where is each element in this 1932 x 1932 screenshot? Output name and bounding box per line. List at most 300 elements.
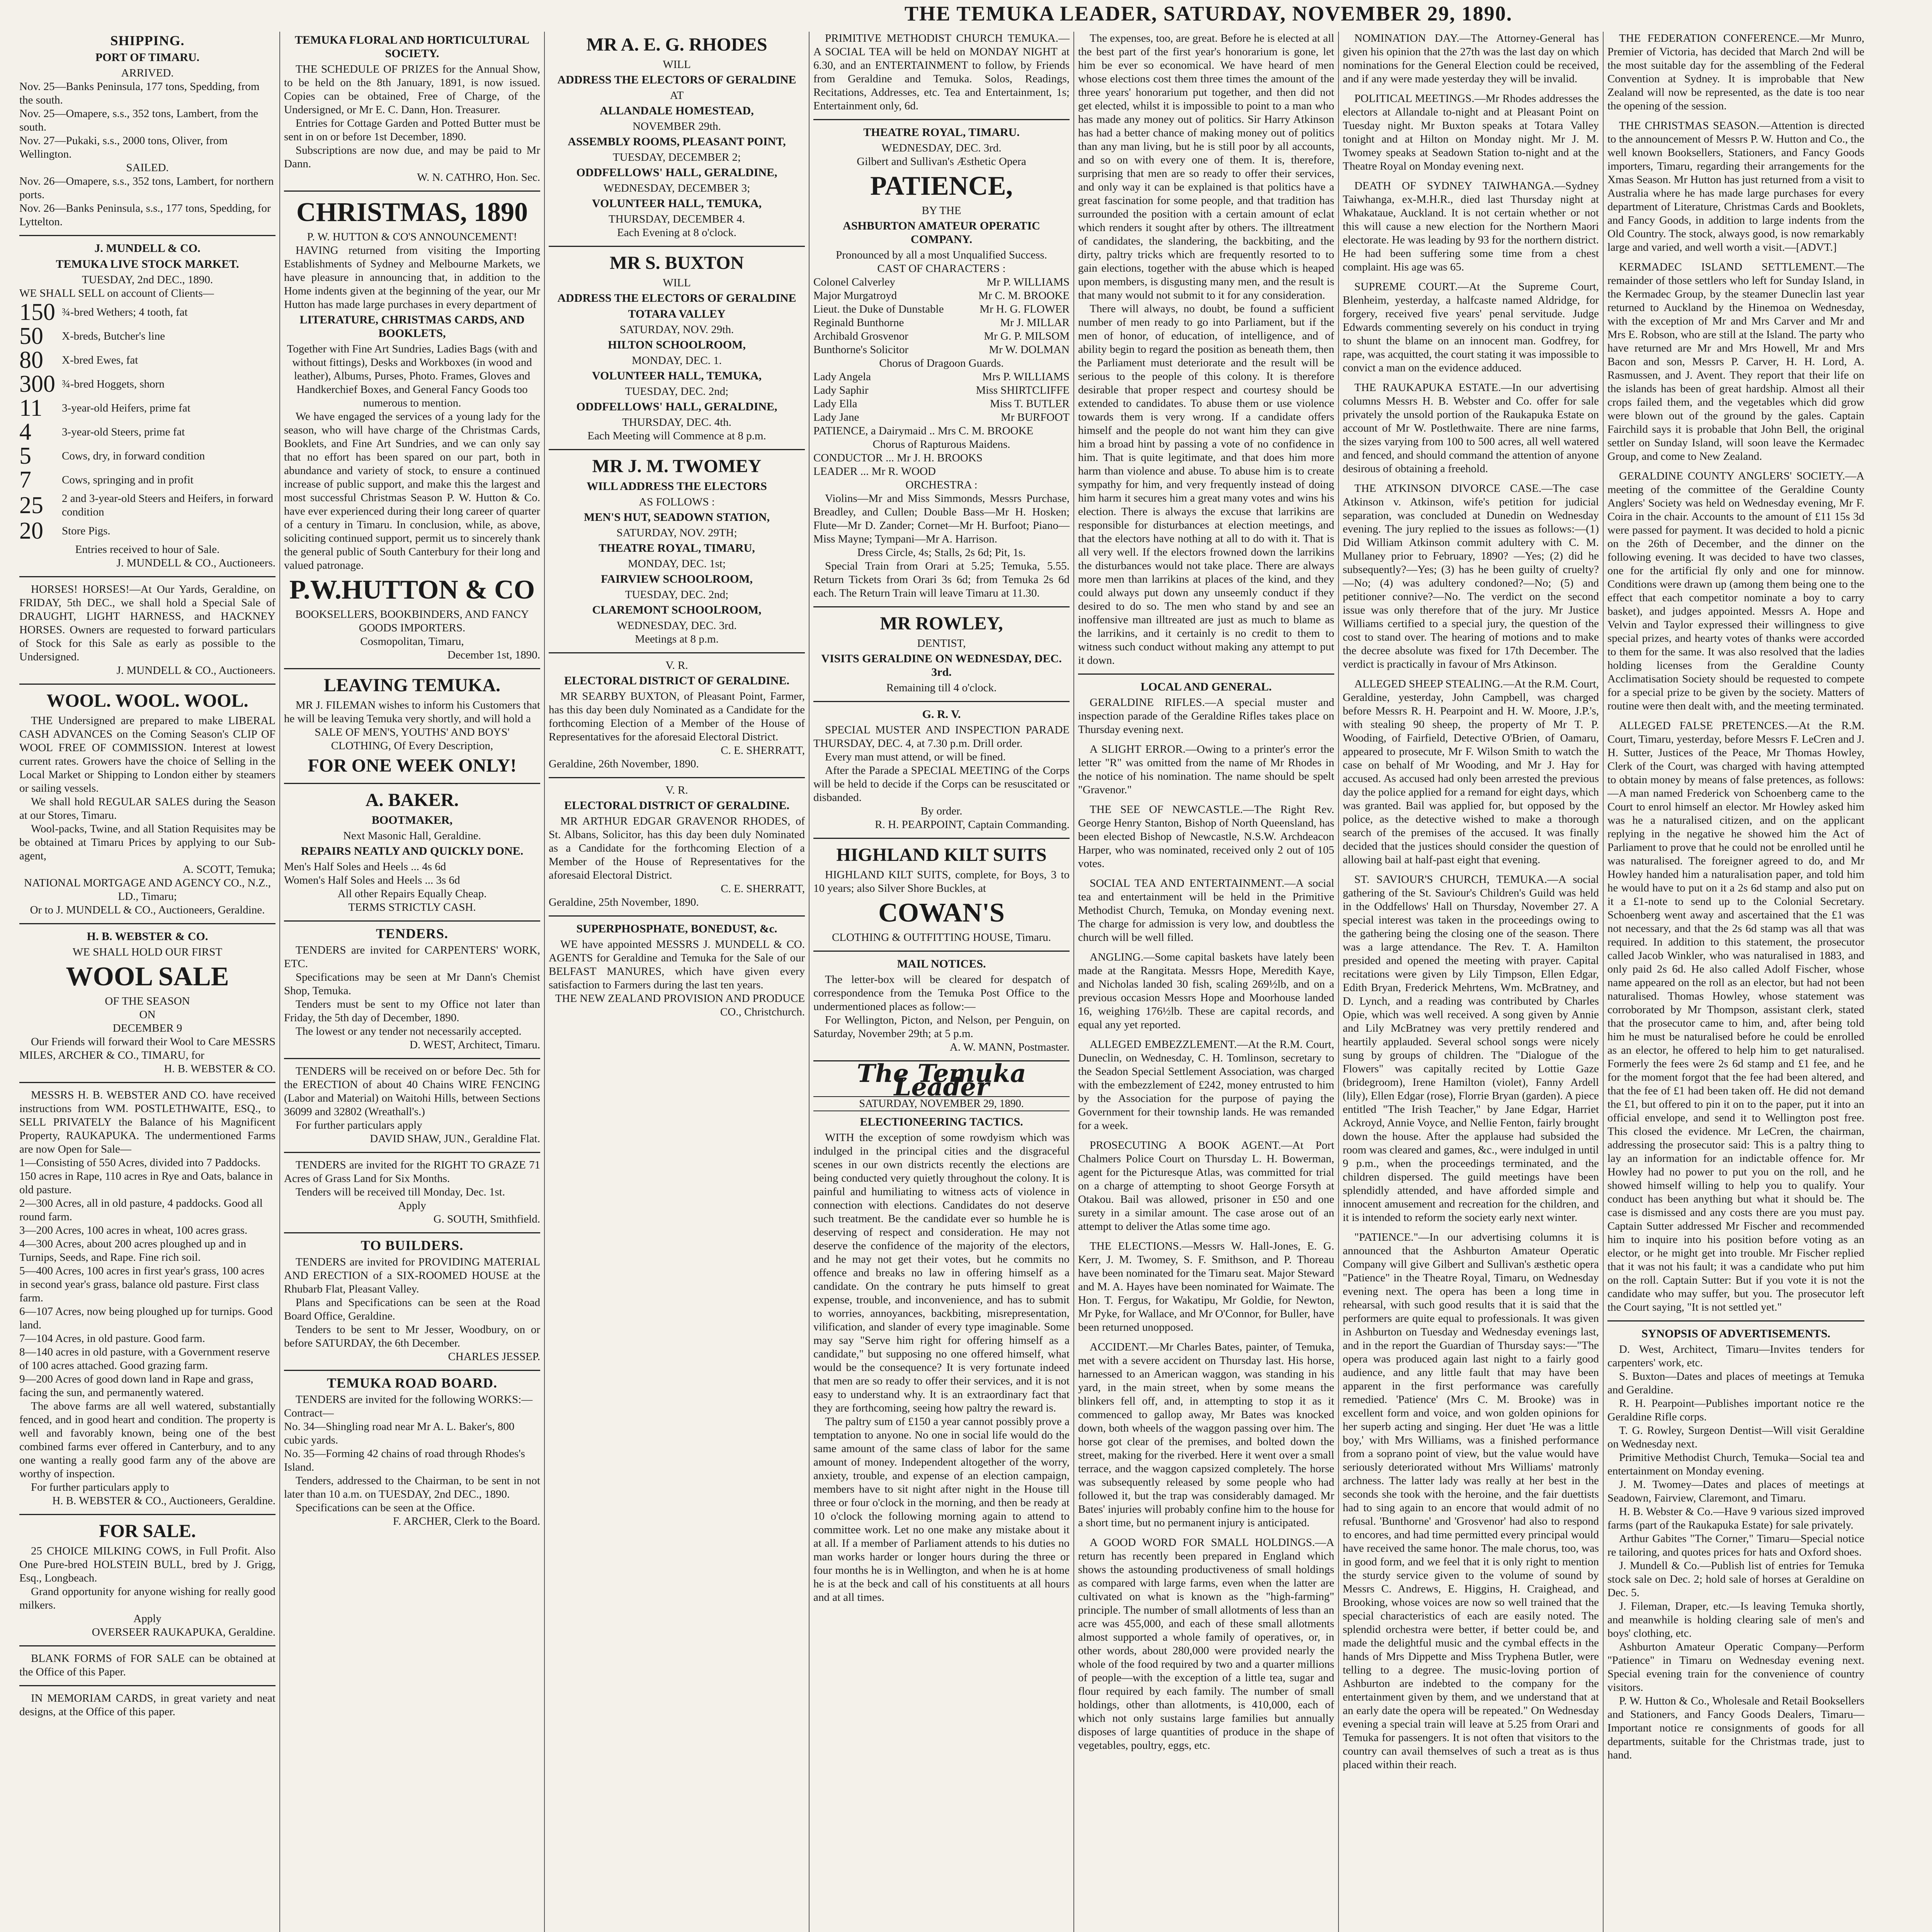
floral-title: TEMUKA FLORAL AND HORTICULTURAL SOCIETY. xyxy=(294,34,530,60)
local-heading: LOCAL AND GENERAL. xyxy=(1140,680,1272,693)
baker-trade: BOOTMAKER, xyxy=(371,814,453,827)
tender-text: Tenders must be sent to my Office not later than Friday, the 5th day of December, 1890. xyxy=(284,998,540,1024)
venue-date: TUESDAY, DECEMBER 2; xyxy=(612,151,741,163)
synopsis-item: P. W. Hutton & Co., Wholesale and Retail Booksellers and Stationers, and Fancy Goods Dealers, Timaru—Important notice re consignments of goods for all departments, suitable for the Christmas trade, just to hand. xyxy=(1607,1695,1864,1761)
shipping-heading: SHIPPING. xyxy=(110,33,185,48)
patience-by: BY THE xyxy=(922,204,961,217)
tender-text: TENDERS are invited for the RIGHT TO GRAZE 71 Acres of Grass Land for Six Months. xyxy=(284,1159,540,1185)
for-sale-text-2: Grand opportunity for anyone wishing for really good milkers. xyxy=(19,1585,276,1611)
leader-paragraph: The paltry sum of £150 a year cannot possibly prove a temptation to anyone. No one in social life would do the same amount of the same class of labor for the same amount of money. Independent altogether of the worry, anxiety, trouble, and expense of an election campaign, members have to sit night after night in the House till three or four o'clock in the morning, and then be ready at 10 o'clock the following morning again to attend to committee work. Let no one make any mistake about it at all. If a member of Parliament attends to his duties no man works harder or longer hours during the three or four months he is in Wellington, and when he is at home he is at the beck and call of his constituents at all hours and at all times. xyxy=(813,1415,1070,1604)
kilt-ad xyxy=(813,844,1070,944)
floral-sign: W. N. CATHRO, Hon. Sec. xyxy=(417,171,540,184)
local-item: ST. SAVIOUR'S CHURCH, TEMUKA.—A social gathering of the St. Saviour's Children's Guild was held in the Oddfellows' Hall on Thursday, November 27. A special interest was taken in the proceedings owing to the gathering being the closing one of the season. There was a large attendance. The Rev. T. A. Hamilton presided and opened the meeting with prayer. Capital recitations were given by Lily Timpson, Ellen Edgar, Edith Bryan, Frederick Mehrtens, Wm. McBratney, and D. Lynch, and a reading was contributed by Charles Opie, which was well received. A song given by Annie and Lily McBratney was very prettily rendered and heartily applauded. Several school songs were nicely sung by groups of children. The "Dialogue of the Flowers" was capitally recited by Lottie Gaze (bridegroom), Irene Hamilton (violet), Fanny Ardell (lily), Ellen Edgar (rose), Florrie Bryan (garden). A piece entitled "The Irish Teacher," by Jane Edgar, Harriet Ackroyd, Annie Voyce, and Nellie Fenton, fairly brought down the house. After the applause had subsided the room was cleared and games, &c., were indulged in until 9 p.m., when the proceedings terminated, and the children dispersed. The guild meetings have been splendidly attended, and have afforded simple and innocent amusement and recreation for the children, and it is intended to reform the society early next winter. xyxy=(1343,873,1599,1224)
venue-date: SATURDAY, NOV. 29TH; xyxy=(616,527,737,539)
road-board-ad xyxy=(284,1376,540,1528)
patience-prices: Dress Circle, 4s; Stalls, 2s 6d; Pit, 1s. xyxy=(857,546,1026,559)
column-2 xyxy=(280,32,545,1932)
patience-date: WEDNESDAY, DEC. 3rd. xyxy=(881,142,1002,154)
tender-ad xyxy=(284,1065,540,1146)
column-4 xyxy=(810,32,1074,1932)
local-item: POLITICAL MEETINGS.—Mr Rhodes addresses the electors at Allandale to-night and at Pleasant Point on Tuesday night. Mr Buxton speaks at Totara Valley tonight and at Hilton on Monday night. Mr J. M. Twomey speaks at Seadown Station to-night and at the Theatre Royal on Monday evening next. xyxy=(1343,92,1599,172)
venue-place: ODDFELLOWS' HALL, GERALDINE, xyxy=(576,400,777,413)
cowans-sub: CLOTHING & OUTFITTING HOUSE, Timaru. xyxy=(832,931,1051,944)
venue-place: VOLUNTEER HALL, TEMUKA, xyxy=(592,369,762,382)
sailed-1: Nov. 26—Omapere, s.s., 352 tons, Lambert, for northern ports. xyxy=(19,175,274,201)
divider xyxy=(813,119,1070,120)
buxton-address: ADDRESS THE ELECTORS OF GERALDINE xyxy=(557,292,796,304)
baker-price: Women's Half Soles and Heels ... 3s 6d xyxy=(284,874,460,886)
venue-place: THEATRE ROYAL, TIMARU, xyxy=(599,542,755,554)
rhodes-name: MR A. E. G. RHODES xyxy=(586,34,767,55)
port-heading: PORT OF TIMARU. xyxy=(95,51,200,64)
builders-ad xyxy=(284,1239,540,1364)
divider xyxy=(813,606,1070,607)
for-sale-text: 25 CHOICE MILKING COWS, in Full Profit. Also One Pure-bred HOLSTEIN BULL, bred by J. Grigg, Esq., Longbeach. xyxy=(19,1545,276,1584)
local-item: SOCIAL TEA AND ENTERTAINMENT.—A social tea and entertainment will be held in the Primitive Methodist Church, Temuka, on Monday evening next. The charge for admission is very low, and doubtless the church will be well filled. xyxy=(1078,877,1334,944)
baker-repairs: REPAIRS NEATLY AND QUICKLY DONE. xyxy=(301,845,524,857)
leader-title: The Temuka Leader xyxy=(857,1059,1026,1102)
venue-place: CLAREMONT SCHOOLROOM, xyxy=(592,604,762,616)
venue-date: THURSDAY, DEC. 4th. xyxy=(622,416,731,429)
builders-sign: CHARLES JESSEP. xyxy=(448,1350,540,1363)
road-board-contract: No. 35—Forming 42 chains of road through Rhodes's Island. xyxy=(284,1447,525,1473)
divider xyxy=(284,668,540,669)
venue-date: TUESDAY, DEC. 2nd; xyxy=(625,385,729,398)
synopsis-item: Arthur Gabites "The Corner," Timaru—Special notice re tailoring, and quotes prices for hats and Oxford shoes. xyxy=(1607,1532,1864,1558)
electoral-vr: V. R. xyxy=(665,784,688,796)
cast-row: Bunthorne's Solicitor Mr W. DOLMAN xyxy=(813,344,1070,356)
mail-text: For Wellington, Picton, and Nelson, per Penguin, on Saturday, November 29th; at 5 p.m. xyxy=(813,1014,1070,1040)
grv-text: After the Parade a SPECIAL MEETING of the Corps will be held to decide if the Corps can be resuscitated or disbanded. xyxy=(813,764,1070,804)
raukapuka-lot: 1—Consisting of 550 Acres, divided into 7 Paddocks. 150 acres in Rape, 110 acres in Rye and Oats, balance in old pasture. xyxy=(19,1156,273,1196)
livestock-item: 20 Store Pigs. xyxy=(19,518,111,544)
hutton-date: December 1st, 1890. xyxy=(447,649,540,661)
wool-heading: WOOL. WOOL. WOOL. xyxy=(46,690,248,711)
leaving-big: FOR ONE WEEK ONLY! xyxy=(308,755,517,776)
column-5 xyxy=(1074,32,1339,1932)
sailed-label: SAILED. xyxy=(126,162,169,174)
builders-text: Tenders to be sent to Mr Jesser, Woodbury, on or before SATURDAY, the 6th December. xyxy=(284,1323,540,1349)
sailed-2: Nov. 26—Banks Peninsula, s.s., 177 tons, Spedding, for Lyttelton. xyxy=(19,202,271,228)
rowley-ad xyxy=(813,613,1070,695)
electoral-sign: C. E. SHERRATT, xyxy=(721,744,805,757)
patience-chorus: Chorus of Dragoon Guards. xyxy=(879,357,1004,369)
patience-line: PATIENCE, a Dairymaid .. Mrs C. M. BROOKE xyxy=(813,425,1034,437)
local-item: THE RAUKAPUKA ESTATE.—In our advertising columns Messrs H. B. Webster and Co. offer for sale privately the unsold portion of the Raukapuka Estate on account of Mr W. Postlethwaite. There are nine farms, the sizes varying from 100 to 500 acres, all well watered and fenced, and should command the attention of anyone desirous of obtaining a freehold. xyxy=(1343,381,1599,475)
floral-text: THE SCHEDULE OF PRIZES for the Annual Show, to be held on the 8th January, 1891, is now issued. Copies can be obtained, Free of Charge, of the Undersigned, or Mr E. C. Dann, Hon. Treasurer. xyxy=(284,63,540,116)
electoral-sign: C. E. SHERRATT, xyxy=(721,883,805,895)
baker-price: All other Repairs Equally Cheap. xyxy=(337,888,487,900)
livestock-item: 7 Cows, springing and in profit xyxy=(19,467,194,493)
rhodes-footer: Each Evening at 8 o'clock. xyxy=(617,226,736,239)
kilt-text: HIGHLAND KILT SUITS, complete, for Boys, 3 to 10 years; also Silver Shore Buckles, at xyxy=(813,869,1070,895)
webster-wool-sale-ad xyxy=(19,930,276,1076)
arrived-3: Nov. 27—Pukaki, s.s., 2000 tons, Oliver, from Wellington. xyxy=(19,134,228,160)
rhodes-at: AT xyxy=(670,89,684,102)
divider xyxy=(1078,673,1334,675)
leaving-heading: LEAVING TEMUKA. xyxy=(324,675,500,696)
synopsis-item: R. H. Pearpoint—Publishes important notice re the Geraldine Rifle corps. xyxy=(1607,1397,1864,1423)
venue-date: TUESDAY, DEC. 2nd; xyxy=(625,588,729,601)
divider xyxy=(284,783,540,784)
superphosphate-ad xyxy=(549,922,805,1019)
patience-title: PATIENCE, xyxy=(870,171,1013,201)
hutton-firm: P.W.HUTTON & CO xyxy=(289,575,535,605)
buxton-name: MR S. BUXTON xyxy=(609,253,744,273)
divider xyxy=(549,449,805,450)
leader-article-continued xyxy=(1078,32,1334,667)
patience-sub: Gilbert and Sullivan's Æsthetic Opera xyxy=(857,155,1026,168)
builders-text: Plans and Specifications can be seen at the Road Board Office, Geraldine. xyxy=(284,1296,540,1322)
patience-orchestra: Violins—Mr and Miss Simmonds, Messrs Purchase, Breadley, and Cullen; Double Bass—Mr H. Hosken; Flute—Mr D. Zander; Cornet—Mr H. Burfoot; Piano—Miss Mayne; Tympani—Mr A. Harrison. xyxy=(813,492,1070,545)
webster-text: Our Friends will forward their Wool to Care MESSRS MILES, ARCHER & CO., TIMARU, for xyxy=(19,1036,276,1061)
for-sale-heading: FOR SALE. xyxy=(99,1521,196,1541)
synopsis-item: T. G. Rowley, Surgeon Dentist—Will visit Geraldine on Wednesday next. xyxy=(1607,1424,1864,1450)
venue-date: WEDNESDAY, DEC. 3rd. xyxy=(617,619,737,632)
tender-apply: Apply xyxy=(398,1199,426,1212)
mail-heading: MAIL NOTICES. xyxy=(897,957,986,970)
divider xyxy=(19,923,276,924)
superphosphate-heading: SUPERPHOSPHATE, BONEDUST, &c. xyxy=(576,922,777,935)
methodist-notice: PRIMITIVE METHODIST CHURCH TEMUKA.—A SOCIAL TEA will be held on MONDAY NIGHT at 6.30, and an ENTERTAINMENT to follow, by Friends from Geraldine and Temuka. Solos, Readings, Recitations, Addresses, etc. Tea and Entertainment, 1s; Entertainment only, 6d. xyxy=(813,32,1070,112)
synopsis-heading: SYNOPSIS OF ADVERTISEMENTS. xyxy=(1641,1327,1830,1340)
livestock-footer: Entries received to hour of Sale. xyxy=(75,543,220,556)
christmas-text: HAVING returned from visiting the Importing Establishments of Sydney and Melbourne Markets, we have pleasure in announcing that, in addition to the Home indents given at the beginning of the year, our Mr Hutton has made large purchases in every department of xyxy=(284,244,540,311)
patience-cast-label: CAST OF CHARACTERS : xyxy=(877,262,1006,275)
raukapuka-ad xyxy=(19,1088,276,1508)
divider xyxy=(549,777,805,778)
divider xyxy=(284,1232,540,1233)
cast-row: Lady Angela Mrs P. WILLIAMS xyxy=(813,371,1070,383)
baker-name: A. BAKER. xyxy=(365,790,459,810)
christmas-text-2: We have engaged the services of a young lady for the season, who will have charge of the Christmas Cards, Booklets, and Fine Art Sundries, and we can only say that no effort has been spared on our part, both in abundance and variety of stock, to ensure a continued increase of public support, and make this the largest and most successful Christmas Season P. W. Hutton & Co. have ever experienced during their long career of quarter of a century in Timaru. In conclusion, while, as above, soliciting continued support, permit us to sincerely thank the general public of South Canterbury for their long and valued patronage. xyxy=(284,410,540,571)
twomey-name: MR J. M. TWOMEY xyxy=(592,456,762,476)
twomey-text: WILL ADDRESS THE ELECTORS xyxy=(587,480,767,493)
road-board-text: TENDERS are invited for the following WORKS:— xyxy=(296,1393,533,1406)
for-sale-sign: OVERSEER RAUKAPUKA, Geraldine. xyxy=(92,1626,276,1638)
livestock-item: 25 2 and 3-year-old Steers and Heifers, in forward condition xyxy=(19,492,273,519)
leaving-text: MR J. FILEMAN wishes to inform his Customers that he will be leaving Temuka very shortly, and will hold a xyxy=(284,699,540,725)
divider xyxy=(549,652,805,653)
divider xyxy=(284,1058,540,1059)
buxton-will: WILL xyxy=(663,277,691,289)
christmas-dept: LITERATURE, CHRISTMAS CARDS, AND BOOKLETS, xyxy=(299,313,525,340)
raukapuka-lot: 9—200 Acres of good down land in Rape and grass, facing the sun, and permanently watered. xyxy=(19,1373,253,1399)
mail-notices xyxy=(813,957,1070,1054)
twomey-footer: Meetings at 8 p.m. xyxy=(635,633,719,645)
electoral-text: MR SEARBY BUXTON, of Pleasant Point, Farmer, has this day been duly Nominated as a Candidate for the forthcoming Election of a Member of the House of Representatives for the aforesaid Electoral District. xyxy=(549,690,805,743)
webster-wool-sale: WOOL SALE xyxy=(66,962,229,992)
electoral-date: Geraldine, 26th November, 1890. xyxy=(549,758,699,770)
rowley-trade: DENTIST, xyxy=(917,637,966,650)
local-item: ALLEGED EMBEZZLEMENT.—At the R.M. Court, Duneclin, on Wednesday, C. H. Tomlinson, secretary to the Seadon Special Settlement Association, was charged with the embezzlement of £242, money entrusted to him by the Association for the purpose of paying the Government for their township lands. He was remanded for a week. xyxy=(1078,1038,1334,1132)
column-6 xyxy=(1339,32,1604,1932)
livestock-sign: J. MUNDELL & CO., Auctioneers. xyxy=(116,557,276,569)
electoral-notice xyxy=(549,784,805,909)
horses-sign: J. MUNDELL & CO., Auctioneers. xyxy=(116,664,276,677)
wool-agent: A. SCOTT, Temuka; xyxy=(182,863,276,876)
grv-text: Every man must attend, or will be fined. xyxy=(825,751,1006,763)
arrived-1: Nov. 25—Banks Peninsula, 177 tons, Spedding, from the south. xyxy=(19,80,260,106)
cowans-firm: COWAN'S xyxy=(878,898,1005,928)
rowley-text: VISITS GERALDINE ON WEDNESDAY, DEC. 3rd. xyxy=(821,652,1062,679)
patience-company: ASHBURTON AMATEUR OPERATIC COMPANY. xyxy=(843,219,1040,246)
divider xyxy=(19,1645,276,1646)
synopsis-item: Ashburton Amateur Operatic Company—Perform "Patience" in Timaru on Wednesday evening next. Special evening train for the convenience of country visitors. xyxy=(1607,1641,1864,1694)
webster-date: DECEMBER 9 xyxy=(112,1022,182,1034)
grv-sign: R. H. PEARPOINT, Captain Commanding. xyxy=(875,818,1070,831)
tender-text: Specifications may be seen at Mr Dann's Chemist Shop, Temuka. xyxy=(284,971,540,997)
raukapuka-lot: 3—200 Acres, 100 acres in wheat, 100 acres grass. xyxy=(19,1224,248,1236)
for-sale-apply: Apply xyxy=(133,1612,162,1625)
cast-row: Reginald Bunthorne Mr J. MILLAR xyxy=(813,316,1070,329)
road-board-sign: F. ARCHER, Clerk to the Board. xyxy=(393,1515,540,1527)
leader-article xyxy=(813,1059,1070,1604)
local-item: NOMINATION DAY.—The Attorney-General has given his opinion that the 27th was the last day on which nominations for the General Election could be received, and if any were made yesterday they will be invalid. xyxy=(1343,32,1599,85)
synopsis-item: Primitive Methodist Church, Temuka—Social tea and entertainment on Monday evening. xyxy=(1607,1451,1864,1477)
rhodes-address: ADDRESS THE ELECTORS OF GERALDINE xyxy=(557,73,796,86)
cast-row: Lady Jane Mr BURFOOT xyxy=(813,411,1070,423)
tenders-heading: TENDERS. xyxy=(376,926,449,941)
webster-on: ON xyxy=(139,1009,156,1021)
livestock-item: 4 3-year-old Steers, prime fat xyxy=(19,419,185,445)
buxton-footer: Each Meeting will Commence at 8 p.m. xyxy=(587,430,766,442)
twomey-follows: AS FOLLOWS : xyxy=(639,496,715,508)
local-item: THE FEDERATION CONFERENCE.—Mr Munro, Premier of Victoria, has decided that March 2nd will be the most suitable day for the assembling of the Federal Convention at Sydney. It is improbable that New Zealand will now be represented, as the date is too near the opening of the session. xyxy=(1607,32,1864,112)
column-1 xyxy=(15,32,280,1932)
synopsis-item: J. Mundell & Co.—Publish list of entries for Temuka stock sale on Dec. 2; hold sale of horses at Geraldine on Dec. 5. xyxy=(1607,1560,1864,1599)
tender-ad xyxy=(284,1158,540,1226)
wool-advance-ad xyxy=(19,690,276,917)
venue-date: MONDAY, DEC. 1st; xyxy=(628,558,726,570)
raukapuka-lot: 8—140 acres in old pasture, with a Government reserve of 100 acres attached. Good grazing farm. xyxy=(19,1346,270,1372)
livestock-item: 11 3-year-old Heifers, prime fat xyxy=(19,395,190,421)
tender-sign: G. SOUTH, Smithfield. xyxy=(433,1213,540,1225)
electoral-notice xyxy=(549,659,805,771)
venue-place: ODDFELLOWS' HALL, GERALDINE, xyxy=(576,166,777,179)
raukapuka-sign: H. B. WEBSTER & CO., Auctioneers, Geraldine. xyxy=(52,1495,276,1507)
divider xyxy=(813,951,1070,952)
raukapuka-text-3: For further particulars apply to xyxy=(31,1481,169,1493)
road-board-heading: TEMUKA ROAD BOARD. xyxy=(327,1375,498,1391)
blank-forms-notice: BLANK FORMS of FOR SALE can be obtained at the Office of this Paper. xyxy=(19,1652,276,1678)
patience-ad xyxy=(813,126,1070,600)
synopsis-item: J. Fileman, Draper, etc.—Is leaving Temuka shortly, and meanwhile is holding clearing sale of men's and boys' clothing, etc. xyxy=(1607,1600,1864,1639)
local-item: THE SEE OF NEWCASTLE.—The Right Rev. George Henry Stanton, Bishop of North Queensland, has been elected Bishop of Newcastle, N.S.W. Archdeacon Harper, who was nominated, received only 2 out of 105 votes. xyxy=(1078,803,1334,870)
local-item: ACCIDENT.—Mr Charles Bates, painter, of Temuka, met with a severe accident on Thursday last. His horse, harnessed to an American waggon, was standing in his yard, in the main street, when by some means the blinkers fell off, and, in attempting to stop it as it commenced to gallop away, Mr Bates was knocked down, both wheels of the waggon passing over him. The horse got clear of the premises, and bolted down the street, making for the riverbed. Here it went over a small terrace, and the waggon capsized completely. The horse was subsequently released by some people who had followed it, but the trap was considerably damaged. Mr Bates' injuries will probably confine him to the house for a short time, but no permanent injury is anticipated. xyxy=(1078,1341,1334,1529)
tender-sign: DAVID SHAW, JUN., Geraldine Flat. xyxy=(370,1133,540,1145)
christmas-heading: CHRISTMAS, 1890 xyxy=(296,197,528,227)
electoral-title: ELECTORAL DISTRICT OF GERALDINE. xyxy=(564,799,789,812)
superphosphate-sign: THE NEW ZEALAND PROVISION AND PRODUCE CO., Christchurch. xyxy=(555,992,805,1018)
venue-date: NOVEMBER 29th. xyxy=(633,120,721,133)
builders-text: TENDERS are invited for PROVIDING MATERIAL AND ERECTION of a SIX-ROOMED HOUSE at the Rhubarb Flat, Pleasant Valley. xyxy=(284,1256,540,1295)
webster-sign: H. B. WEBSTER & CO. xyxy=(164,1063,276,1075)
hutton-address: Cosmopolitan, Timaru, xyxy=(360,635,464,648)
divider xyxy=(19,235,276,236)
arrived-2: Nov. 25—Omapere, s.s., 352 tons, Lambert, from the south. xyxy=(19,107,259,133)
floral-society-ad xyxy=(284,33,540,184)
electoral-date: Geraldine, 25th November, 1890. xyxy=(549,896,699,908)
patience-leader: LEADER ... Mr R. WOOD xyxy=(813,465,936,478)
divider xyxy=(284,920,540,922)
wool-company: NATIONAL MORTGAGE AND AGENCY CO., N.Z., LD., Timaru; xyxy=(24,877,271,903)
column-7 xyxy=(1604,32,1868,1932)
christmas-list: Together with Fine Art Sundries, Ladies Bags (with and without fittings), Desks and Workboxes (in wood and leather), Albums, Purses, Photo. Frames, Gloves and Handkerchief Boxes, and General Fancy Goods too numerous to mention. xyxy=(287,343,537,409)
grv-by: By order. xyxy=(920,805,963,817)
electoral-vr: V. R. xyxy=(665,659,688,672)
raukapuka-lot: 6—107 Acres, now being ploughed up for turnips. Good land. xyxy=(19,1305,273,1331)
baker-terms: TERMS STRICTLY CASH. xyxy=(348,901,476,913)
baker-price: Men's Half Soles and Heels ... 4s 6d xyxy=(284,861,446,873)
local-item: DEATH OF SYDNEY TAIWHANGA.—Sydney Taiwhanga, ex-M.H.R., died last Thursday night at Whakataue, Auckland. It is not certain whether or not this will cause a new election for the Northern Maori electorate. He was leading by 93 for the northern district. He had been suffering some time from a chest complaint. His age was 65. xyxy=(1343,180,1599,273)
hutton-sub: BOOKSELLERS, BOOKBINDERS, AND FANCY GOODS IMPORTERS. xyxy=(295,608,529,634)
grv-notice xyxy=(813,707,1070,832)
leader-heading: ELECTIONEERING TACTICS. xyxy=(860,1116,1023,1128)
patience-orchestra-label: ORCHESTRA : xyxy=(905,479,978,491)
divider xyxy=(284,1152,540,1153)
local-general xyxy=(1078,680,1334,1752)
livestock-firm: J. MUNDELL & CO. xyxy=(94,242,201,255)
tender-sign: D. WEST, Architect, Timaru. xyxy=(409,1039,540,1051)
patience-theatre: THEATRE ROYAL, TIMARU. xyxy=(863,126,1020,139)
memoriam-notice: IN MEMORIAM CARDS, in great variety and neat designs, at the Office of this paper. xyxy=(19,1692,276,1718)
tender-text: TENDERS are invited for CARPENTERS' WORK, ETC. xyxy=(284,944,540,970)
local-item: THE ELECTIONS.—Messrs W. Hall-Jones, E. G. Kerr, J. M. Twomey, S. F. Smithson, and P. Thoreau have been nominated for the Timaru seat. Major Steward and M. A. Hayes have been nominated for Waimate. The Hon. T. Fergus, for Wakatipu, Mr Goldie, for Newton, Mr Pyke, for Wallace, and Mr O'Connor, for Buller, have been returned unopposed. xyxy=(1078,1240,1334,1333)
mail-text: The letter-box will be cleared for despatch of correspondence from the Temuka Post Office to the undermentioned places as follow:— xyxy=(813,973,1070,1013)
venue-place: FAIRVIEW SCHOOLROOM, xyxy=(601,573,753,585)
floral-text-3: Subscriptions are now due, and may be paid to Mr Dann. xyxy=(284,144,540,170)
buxton-meetings-ad xyxy=(549,252,805,443)
local-item: ALLEGED SHEEP STEALING.—At the R.M. Court, Geraldine, yesterday, John Campbell, was charged before Messrs R. H. Pearpoint and H. W. Moore, J.P.'s, with stealing 90 sheep, the property of Mr T. P. Wooding, of Fairfield, Detective O'Brien, of Oamaru, appeared to prosecute, Mr F. Wilson Smith to watch the case on behalf of Mr Wooding, and Mr J. Hay for accused. As accused had only been arrested the previous day the police applied for a remand for eight days, which was granted. Bail was applied for, but opposed by the police, as the detective wished to make a thorough search of the premises of the accused. It was finally decided that the justices should consider the question of allowing bail at half-past eight that evening. xyxy=(1343,678,1599,866)
superphosphate-text: WE have appointed MESSRS J. MUNDELL & CO. AGENTS for Geraldine and Temuka for the Sale of our BELFAST MANURES, which have given every satisfaction to Farmers during the last ten years. xyxy=(549,938,805,991)
shipping-section xyxy=(19,34,276,229)
divider xyxy=(1607,1320,1864,1321)
mail-sign: A. W. MANN, Postmaster. xyxy=(949,1041,1070,1053)
rhodes-meetings-ad xyxy=(549,34,805,240)
venue-date: MONDAY, DEC. 1. xyxy=(632,354,722,367)
road-board-contract: Contract— xyxy=(284,1407,334,1419)
road-board-text: Tenders, addressed to the Chairman, to be sent in not later than 10 a.m. on TUESDAY, 2nd DEC., 1890. xyxy=(284,1475,540,1500)
rhodes-will: WILL xyxy=(663,58,691,71)
leader-paragraph: There will always, no doubt, be found a sufficient number of men ready to go into Parliament, but if the men of honor, of education, of intelligence, and of ability begin to regard the position as beneath them, then the Parliament must deteriorate and the result will be serious to the people of this colony. It is therefore desirable that proper respect and courtesy should be extended to candidates. To abuse them or use violence towards them is very wrong. If a candidate offers himself and the people do not want him they can give him a broad hint by passing a vote of no confidence in him. That is quite legitimate, and that does him more harm than violence and abuse. To abuse him is to create sympathy for him, and very frequently instead of doing him harm it secures him a great many votes and wins his election. There is always the excuse that larrikins are responsible for disturbances at election meetings, and that the electors have nothing at all to do with it. That is all very well. If the electors frowned down the larrikins the disturbances would not take place. There are always more men than larrikins at places of the kind, and they could always put down any unseemly conduct if they desired to do so. The men who stand by and see an inoffensive man illtreated are just as much to blame as the larrikins, and it certainly is no credit to them to witness such conduct without making any attempt to put it down. xyxy=(1078,303,1334,667)
local-item: THE ATKINSON DIVORCE CASE.—The case Atkinson v. Atkinson, wife's petition for judicial separation, was concluded at Dunedin on Wednesday evening. The jury replied to the issues as follows:—(1) Did William Atkinson commit adultery with C. M. Mullaney prior to February, 1890? —Yes; (2) did he subsequently?—Yes; (3) has he been guilty of cruelty?—No; (4) was adultery condoned?—No; (5) and petitioner connive?—No. The verdict on the second issue was only therefore that of the jury. Mr Justice Williams certified to a special jury, the question of the cost to stand over. The hearing of motions and to make the decree absolute was fixed for 17th December. The verdict is practically in favour of Mrs Atkinson. xyxy=(1343,482,1599,670)
webster-firm: H. B. WEBSTER & CO. xyxy=(87,930,208,943)
venue-place: TOTARA VALLEY xyxy=(628,308,726,320)
local-item: PROSECUTING A BOOK AGENT.—At Port Chalmers Police Court on Thursday L. H. Bowerman, agent for the Picturesque Atlas, was committed for trial on a charge of attempting to shoot George Forsyth at Otakou. Bail was allowed, prisoner in £50 and one surety in a similar amount. The case arose out of an attempt to deliver the Atlas some time ago. xyxy=(1078,1139,1334,1233)
raukapuka-lot: 4—300 Acres, about 200 acres ploughed up and in Turnips, Seeds, and Rape. Fine rich soil. xyxy=(19,1238,247,1264)
divider xyxy=(19,684,276,685)
wool-text: THE Undersigned are prepared to make LIBERAL CASH ADVANCES on the Coming Season's CLIP OF WOOL FREE OF COMMISSION. Interest at lowest current rates. Growers have the choice of Selling in the Local Market or Shipping to London either by steamers or sailing vessels. xyxy=(19,714,276,794)
for-sale-ad xyxy=(19,1520,276,1639)
livestock-item: 150 ¾-bred Wethers; 4 tooth, fat xyxy=(19,299,188,325)
christmas-ad xyxy=(284,197,540,662)
tender-text: The lowest or any tender not necessarily accepted. xyxy=(296,1025,522,1037)
baker-address: Next Masonic Hall, Geraldine. xyxy=(343,830,481,842)
grv-heading: G. R. V. xyxy=(922,708,961,721)
livestock-item: 5 Cows, dry, in forward condition xyxy=(19,443,205,469)
columns xyxy=(15,32,1932,1932)
venue-place: ALLANDALE HOMESTEAD, xyxy=(600,104,754,117)
synopsis-item: J. M. Twomey—Dates and places of meetings at Seadown, Fairview, Claremont, and Timaru. xyxy=(1607,1478,1864,1504)
baker-ad xyxy=(284,789,540,914)
livestock-item: 300 ¾-bred Hoggets, shorn xyxy=(19,371,165,397)
local-item: THE CHRISTMAS SEASON.—Attention is directed to the announcement of Messrs P. W. Hutton and Co., the well known Booksellers, Stationers, and Fancy Goods importers, Timaru, regarding their arrangements for the Xmas Season. Mr Hutton has just returned from a visit to Australia where he has made large purchases for every department of Literature, Christmas Cards and Booklets, and Fancy Goods, in addition to large indents from the Old Country. The stock, always good, is now remarkably large and varied, and well worth a visit.—[ADVT.] xyxy=(1607,119,1864,253)
livestock-intro: WE SHALL SELL on account of Clients— xyxy=(19,287,214,299)
leader-paragraph: WITH the exception of some rowdyism which was indulged in the principal cities and the disgraceful scenes in our own districts recently the elections are being conducted very quietly throughout the colony. It is painful and humiliating to witness acts of violence in connection with elections. Candidates do not deserve such treatment. Be the candidate ever so humble he is deserving of respect and consideration. He may not deserve the confidence of the majority of the electors, and he may not get their votes, but he commits no offence and breaks no law in offering himself as a candidate. On the contrary he puts himself to great expense, trouble, and inconvenience, and has to submit to worries, annoyances, backbiting, misrepresentation, vilification, and slander of every type imaginable. Some may say "Serve him right for offering himself as a candidate," but supposing no one offered himself, what would be the consequence? It is very fortunate indeed that men are so ready to offer their services, and it is not easy to understand why. It is an extraordinary fact that they are forthcoming, seeing how paltry the reward is. xyxy=(813,1131,1070,1414)
local-item: A SLIGHT ERROR.—Owing to a printer's error the letter "R" was omitted from the name of Mr Rhodes in the notice of his nomination. The name should be spelt "Gravenor." xyxy=(1078,743,1334,796)
synopsis-item: H. B. Webster & Co.—Have 9 various sized improved farms (part of the Raukapuka Estate) for sale privately. xyxy=(1607,1505,1864,1531)
divider xyxy=(19,1685,276,1686)
livestock-date: TUESDAY, 2nd DEC., 1890. xyxy=(82,274,213,286)
wool-or: Or to J. MUNDELL & CO., Auctioneers, Geraldine. xyxy=(30,904,265,916)
venue-place: MEN'S HUT, SEADOWN STATION, xyxy=(584,511,770,524)
livestock-title: TEMUKA LIVE STOCK MARKET. xyxy=(56,258,239,270)
cast-row: Lady Ella Miss T. BUTLER xyxy=(813,398,1070,410)
christmas-sub: P. W. HUTTON & CO'S ANNOUNCEMENT! xyxy=(307,231,517,243)
leaving-sale: SALE OF MEN'S, YOUTHS' AND BOYS' CLOTHING, Of Every Description, xyxy=(315,726,510,752)
cast-row: Lady Saphir Miss SHIRTCLIFFE xyxy=(813,384,1070,396)
tender-ad xyxy=(284,944,540,1052)
divider xyxy=(19,1514,276,1515)
masthead: THE TEMUKA LEADER, SATURDAY, NOVEMBER 29, 1890. xyxy=(904,2,1513,25)
rowley-text-2: Remaining till 4 o'clock. xyxy=(886,682,997,694)
local-item: ANGLING.—Some capital baskets have lately been made at the Rangitata. Messrs Hope, Meredith Kaye, and Nicholas landed 30 fish, scaling 269½lb, and on a previous occasion Messrs Hope and Moorhouse landed 16, weighing 176½lb. These are capital records, and equal any yet reported. xyxy=(1078,951,1334,1031)
raukapuka-lot: 5—400 Acres, 100 acres in first year's grass, 100 acres in second year's grass, balance old pasture. First class farm. xyxy=(19,1265,265,1304)
patience-conductor: CONDUCTOR ... Mr J. H. BROOKS xyxy=(813,452,983,464)
builders-heading: TO BUILDERS. xyxy=(361,1238,464,1253)
synopsis xyxy=(1607,1327,1864,1762)
divider xyxy=(284,1370,540,1371)
local-item: A GOOD WORD FOR SMALL HOLDINGS.—A return has recently been prepared in England which shows the astounding productiveness of small holdings as compared with large farms, even when the latter are cultivated on what is known as the "high-farming" principle. The number of small allotments of less than an acre was 455,000, and each of these small allotments almost supported a whole family of operatives, or, in other words, about 280,000 were provided nearly the whole of the food required by two and a quarter millions of people—with the exception of a little tea, sugar and flour required by each family. The number of small holdings, other than allotments, is 410,000, each of which not only sustains large families but annually disposes of large quantities of produce in the shape of vegetables, poultry, eggs, etc. xyxy=(1078,1536,1334,1752)
leader-dateline: SATURDAY, NOVEMBER 29, 1890. xyxy=(813,1096,1070,1111)
divider xyxy=(549,915,805,917)
grv-text: SPECIAL MUSTER AND INSPECTION PARADE THURSDAY, DEC. 4, at 7.30 p.m. Drill order. xyxy=(813,724,1070,750)
divider xyxy=(284,190,540,192)
divider xyxy=(19,1082,276,1083)
livestock-item: 50 X-breds, Butcher's line xyxy=(19,323,165,349)
wool-text-3: Wool-packs, Twine, and all Station Requisites may be be obtained at Timaru Prices by applying to our Sub-agent, xyxy=(19,823,276,862)
horses-ad xyxy=(19,583,276,677)
local-item: GERALDINE COUNTY ANGLERS' SOCIETY.—A meeting of the committee of the Geraldine County Anglers' Society was held on Wednesday evening, Mr F. Coira in the chair. Accounts to the amount of £11 15s 3d were passed for payment. It was decided to hold a picnic on the 26th of December, and the dinner on the following evening. It was decided to have two classes, one for the artificial fly only and one for minnow. Conditions were drawn up (among them being one to the effect that each competitor nominate a boy to carry basket), and judges appointed. Messrs A. Hope and Velvin and Taylor expressed their willingness to give special prizes, and hearty votes of thanks were accorded to them for the same. It was also resolved that the ladies holding licenses from the Geraldine County Acclimatisation Society should be requested to compete for a special prize to be given by the society. Matters of routine were then dealt with, and the meeting terminated. xyxy=(1607,470,1864,712)
synopsis-item: S. Buxton—Dates and places of meetings at Temuka and Geraldine. xyxy=(1607,1370,1864,1396)
local-item: SUPREME COURT.—At the Supreme Court, Blenheim, yesterday, a halfcaste named Aldridge, for forgery, received five years' penal servitude. Judge Edwards commenting severely on his conduct in trying to shunt the blame on an innocent man. Godfrey, for rape, was acquitted, the court stating it was impossible to convict a man on the evidence adduced. xyxy=(1343,281,1599,374)
wool-text-2: We shall hold REGULAR SALES during the Season at our Stores, Timaru. xyxy=(19,796,276,821)
rowley-name: MR ROWLEY, xyxy=(880,613,1003,634)
venue-date: WEDNESDAY, DECEMBER 3; xyxy=(603,182,750,194)
local-item: ALLEGED FALSE PRETENCES.—At the R.M. Court, Timaru, yesterday, before Messrs F. LeCren and J. H. Sutter, Justices of the Peace, Mr Thomas Howley, Clerk of the Court, was charged with having attempted to obtain money by means of false pretences, as follows:—A man named Frederick von Schoenberg came to the Court to enrol himself an elector. Mr Howley asked him was he a naturalised citizen, and on the applicant replying in the negative he showed him the Act of Parliament to prove that he could not be enrolled until he was naturalised. The foreigner agreed to do, and Mr Howley handed him a naturalisation paper, and told him he would have to put on it a 2s 6d stamp and also put on it a £1-note to send up to the Colonial Secretary. Schoenberg went away and ascertained that the £1 was not necessary, and that the 2s 6d stamp was all that was required. In addition to this statement, the prosecutor called Jacob Winkler, who was naturalised in 1883, and only paid 2s 6d. He also called Adolf Fischer, whose name appeared on the roll as an elector, but had not been naturalised. Thomas Howley, whose statement was corroborated by Mr Thompson, assistant clerk, stated that the prosecutor came to him, and, after being told him he must be naturalised before he could be enrolled as an elector, he offered to help him to get naturalised. Formerly the fees were 2s 6d stamp and £1 fee, and he for the moment forgot that the fee had been altered, and that the fee of £1 had been taken off. He did not demand the £1, but offered to pin it on to the paper, put it into an official envelope, and send it to Wellington post free. This closed the evidence. Mr LeCren, the chairman, addressing the prosecutor said: This is a paltry thing to lay an information for an indictable offence for. Mr Howley had no power to put you on the roll, and he showed himself willing to help you to qualify. Your conduct has been anything but what it should be. The case is dismissed and any costs there are you must pay. Captain Sutter addressed Mr Fischer and recommended him to inquire into his position before voting as an elector, or he might get into trouble. Mr Fischer replied that it was not his fault; it was a candidate who put him on the roll. Captain Sutter: But if you vote it is not the candidate who may suffer, but you. The prosecutor left the Court saying, "It is not settled yet." xyxy=(1607,719,1864,1313)
divider xyxy=(19,576,276,577)
livestock-item: 80 X-bred Ewes, fat xyxy=(19,347,138,373)
raukapuka-text-2: The above farms are all well watered, substantially fenced, and in good heart and condition. The property is well and favorably known, being one of the best combined farms ever offered in Canterbury, and to any one wanting a really good farm any of the above are worthy of inspection. xyxy=(19,1400,276,1480)
local-item: KERMADEC ISLAND SETTLEMENT.—The remainder of those settlers who left for Sunday Island, in the Kermadec Group, by the steamer Duneclin last year returned to Auckland by the Hinemoa on Wednesday, with the exception of Mr and Mrs Carver and Mr and Mrs E. Robson, who are still at the Island. The party who have returned are Mr and Mrs Howell, Mr and Mrs Bacon and son, Messrs P. Carver, H. H. Lord, A. Rasmussen, and J. Avent. They report that their life on the islands has been of great hardship. Almost all their crops failed them, and the vegetables which did grow were blown out of the ground by the gales. Captain Fairchild says it is probable that John Bell, the original settler on Sunday Island, will soon leave the Kermadec Group, and come to New Zealand. xyxy=(1607,261,1864,463)
venue-place: HILTON SCHOOLROOM, xyxy=(608,338,746,351)
webster-season: OF THE SEASON xyxy=(105,995,190,1007)
tender-text: Tenders will be received till Monday, Dec. 1st. xyxy=(296,1186,505,1198)
venue-place: ASSEMBLY ROOMS, PLEASANT POINT, xyxy=(568,135,786,148)
divider xyxy=(813,701,1070,702)
cast-row: Colonel Calverley Mr P. WILLIAMS xyxy=(813,276,1070,288)
kilt-heading: HIGHLAND KILT SUITS xyxy=(836,845,1047,865)
electoral-title: ELECTORAL DISTRICT OF GERALDINE. xyxy=(564,674,789,687)
tender-text: TENDERS will be received on or before Dec. 5th for the ERECTION of about 40 Chains WIRE FENCING (Labor and Material) on Waitohi Hills, between Sections 36099 and 32802 (Wreathall's.) xyxy=(284,1065,540,1118)
leaving-temuka-ad xyxy=(284,675,540,777)
column-3 xyxy=(545,32,810,1932)
arrived-label: ARRIVED. xyxy=(121,67,174,79)
divider xyxy=(549,246,805,247)
raukapuka-lot: 2—300 Acres, all in old pasture, 4 paddocks. Good all round farm. xyxy=(19,1197,263,1223)
venue-place: VOLUNTEER HALL, TEMUKA, xyxy=(592,197,762,210)
